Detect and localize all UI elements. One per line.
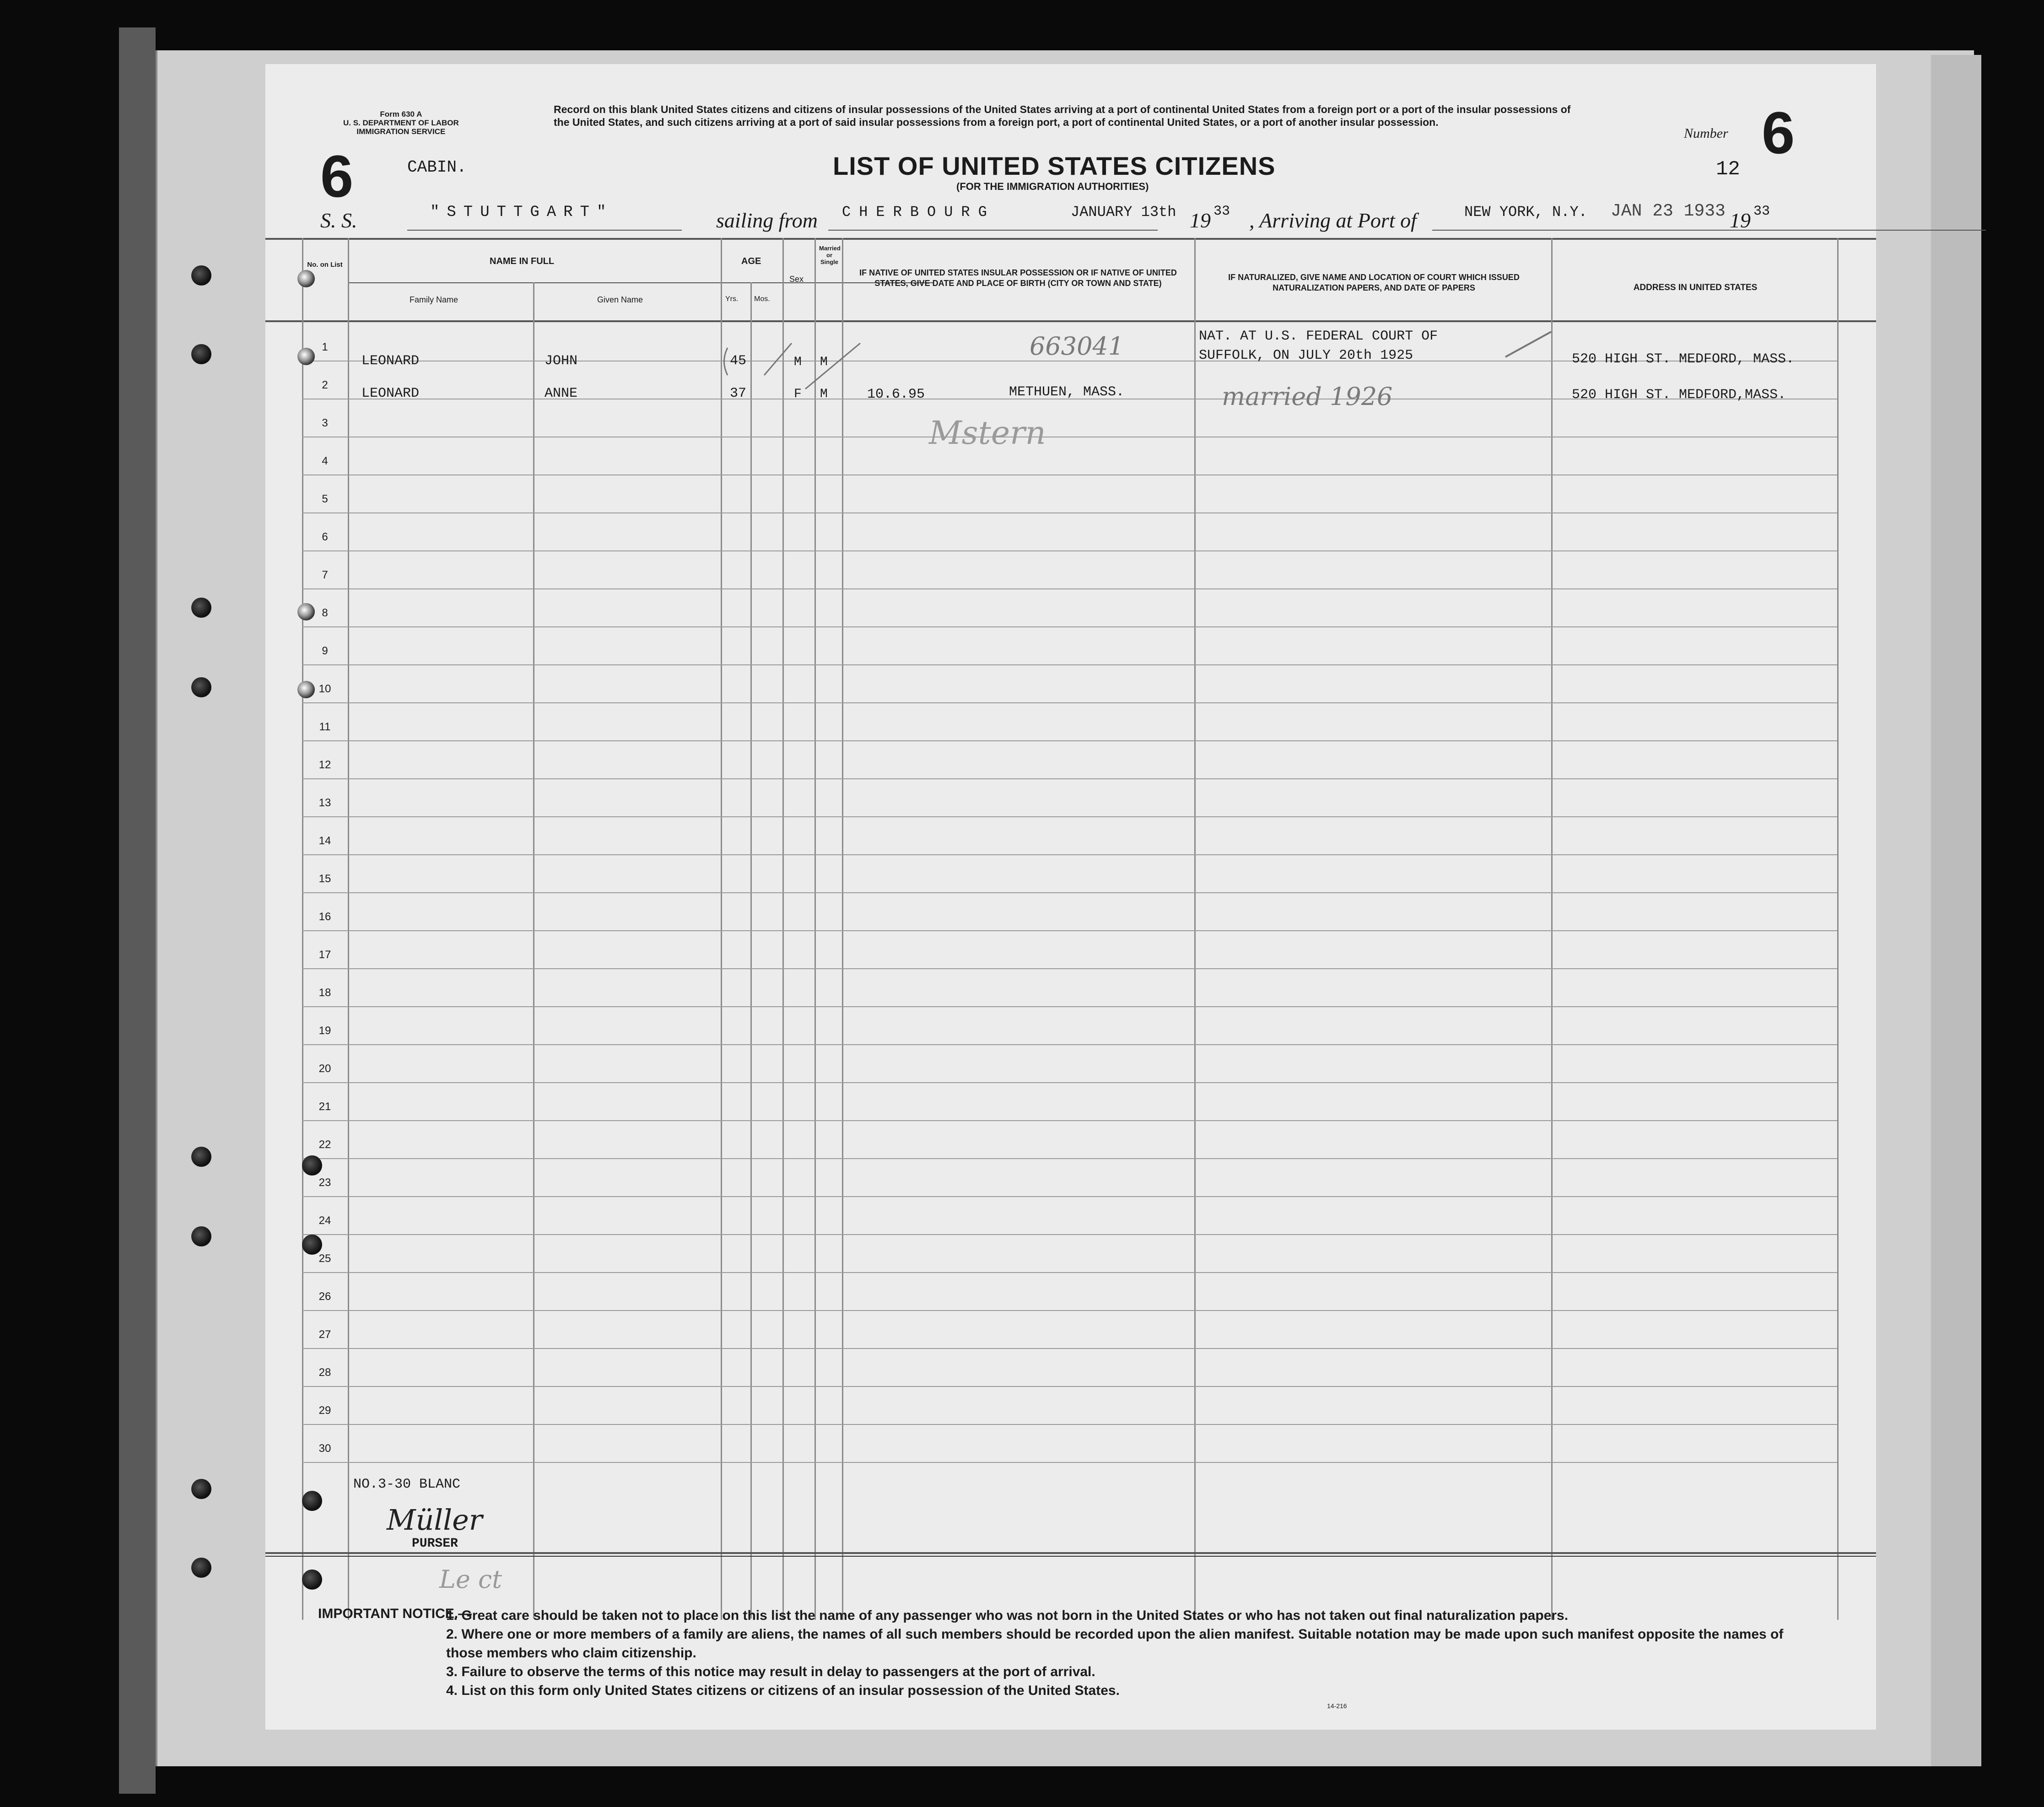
row1-given: JOHN <box>545 353 578 369</box>
binding-hole <box>191 344 211 364</box>
row1-sex: M <box>794 355 802 369</box>
punch-hole <box>297 603 315 620</box>
manifest-table <box>265 64 1876 1730</box>
row-number: 23 <box>318 1176 331 1189</box>
check-marks <box>723 334 906 426</box>
row-number: 3 <box>322 417 328 429</box>
service-name: IMMIGRATION SERVICE <box>356 127 446 136</box>
sailing-date: JANUARY 13th <box>1071 204 1176 221</box>
row-number: 16 <box>318 911 331 923</box>
right-edge-sheet <box>1931 55 1981 1766</box>
row1-family: LEONARD <box>361 353 420 369</box>
row1-years: 45 <box>730 353 747 369</box>
form-number: Form 630 A <box>380 110 422 119</box>
row2-address: 520 HIGH ST. MEDFORD,MASS. <box>1572 387 1786 403</box>
department-name: U. S. DEPARTMENT OF LABOR <box>343 119 459 127</box>
row1-marital: M <box>820 355 828 369</box>
header-years: Yrs. <box>725 295 739 303</box>
row-number: 18 <box>318 987 331 999</box>
row-rule <box>302 816 1837 817</box>
row-number: 15 <box>318 873 331 885</box>
row1-nat-line1: NAT. AT U.S. FEDERAL COURT OF <box>1199 329 1438 344</box>
purser-label: PURSER <box>412 1537 458 1551</box>
row-rule <box>302 1082 1837 1083</box>
purser-initials: Le ct <box>439 1565 502 1594</box>
nat-check-mark <box>1501 325 1556 361</box>
punch-hole <box>297 348 315 365</box>
row-rule <box>302 664 1837 665</box>
binding-hole <box>191 1147 211 1167</box>
notice-item-3: 3. Failure to observe the terms of this notice may result in delay to passengers at the port of arrival. <box>446 1664 1095 1679</box>
number-value: 6 <box>1762 99 1795 166</box>
row-number: 25 <box>318 1252 331 1265</box>
year-prefix-2: 19 <box>1730 209 1751 232</box>
binding-hole <box>191 1226 211 1246</box>
ss-label: S. S. <box>320 209 357 232</box>
row-rule <box>302 854 1837 855</box>
row1-nat-line2: SUFFOLK, ON JULY 20th 1925 <box>1199 348 1413 363</box>
header-given-name: Given Name <box>597 295 643 304</box>
sheet-mark: 6 <box>320 143 354 210</box>
row-rule <box>302 702 1837 703</box>
row-number: 17 <box>318 949 331 961</box>
notice-item-4: 4. List on this form only United States citizens or citizens of an insular possession of the United States. <box>446 1683 1120 1698</box>
class-label: CABIN. <box>407 158 467 177</box>
header-no: No. on List <box>307 261 343 269</box>
row-number: 9 <box>322 645 328 657</box>
row-number: 6 <box>322 531 328 543</box>
row2-marital: M <box>820 387 828 401</box>
row2-sex: F <box>794 387 802 401</box>
row-rule <box>302 1386 1837 1387</box>
row2-years: 37 <box>730 386 747 401</box>
row-number: 22 <box>318 1138 331 1151</box>
instructions-text: Record on this blank United States citizens and citizens of insular possessions of the United States arriving at a port of continental United States from a foreign port or a port of the insular possessions of the United States, and such citizens arriving at a port of said insular possessions from a foreign port, a port of continental United States, or a port of another insular possession. <box>554 103 1571 128</box>
row-number: 26 <box>318 1290 331 1303</box>
row-rule <box>302 892 1837 893</box>
row-rule <box>302 588 1837 589</box>
purser-signature: Müller <box>387 1503 483 1537</box>
row-rule <box>302 1006 1837 1007</box>
punch-hole <box>302 1491 322 1511</box>
list-number: 12 <box>1716 158 1740 181</box>
row2-birth-date: 10.6.95 <box>867 387 925 402</box>
departure-port: CHERBOURG <box>842 204 995 221</box>
row-number: 2 <box>322 379 328 391</box>
crossed-note: Mstern <box>929 414 1046 452</box>
header-address: ADDRESS IN UNITED STATES <box>1633 283 1758 292</box>
blank-note: NO.3-30 BLANC <box>353 1477 461 1492</box>
row-number: 21 <box>318 1100 331 1113</box>
row-rule <box>302 1462 1837 1463</box>
row-rule <box>302 1120 1837 1121</box>
binding-hole <box>191 677 211 697</box>
row-rule <box>302 1310 1837 1311</box>
number-label: Number <box>1684 126 1728 141</box>
left-binding-strip <box>119 27 156 1794</box>
row-number: 13 <box>318 797 331 809</box>
row-rule <box>302 1272 1837 1273</box>
header-sex: Sex <box>789 275 804 284</box>
row-rule <box>302 1348 1837 1349</box>
print-code: 14-216 <box>1327 1702 1347 1710</box>
hand-number: 663041 <box>1030 332 1124 361</box>
row-number: 19 <box>318 1025 331 1037</box>
row-rule <box>302 930 1837 931</box>
row2-given: ANNE <box>545 386 578 401</box>
row2-birth-place: METHUEN, MASS. <box>1009 384 1125 400</box>
row1-address: 520 HIGH ST. MEDFORD, MASS. <box>1572 351 1795 367</box>
punch-hole <box>297 681 315 698</box>
punch-hole <box>302 1235 322 1255</box>
row-number: 1 <box>322 341 328 353</box>
row-number: 12 <box>318 759 331 771</box>
punch-hole <box>302 1155 322 1176</box>
ship-name: "STUTTGART" <box>430 204 614 221</box>
row-number: 4 <box>322 455 328 467</box>
row-rule <box>302 1196 1837 1197</box>
binding-hole <box>191 1479 211 1499</box>
header-birth: IF NATIVE OF UNITED STATES INSULAR POSSESSION OR IF NATIVE OF UNITED STATES, GIVE DATE AND PLACE OF BIRTH (CITY OR TOWN AND STATE) <box>859 268 1177 288</box>
row2-family: LEONARD <box>361 386 420 401</box>
form-subtitle: (FOR THE IMMIGRATION AUTHORITIES) <box>956 181 1149 192</box>
row-rule <box>302 778 1837 779</box>
row-number: 24 <box>318 1214 331 1227</box>
row-rule <box>302 1044 1837 1045</box>
binding-hole <box>191 598 211 618</box>
header-married-single: Married or Single <box>819 245 841 265</box>
punch-hole <box>297 270 315 287</box>
manifest-page <box>265 64 1876 1730</box>
arrival-stamp: JAN 23 1933 <box>1611 201 1726 221</box>
married-note: married 1926 <box>1222 382 1393 411</box>
row-number: 8 <box>322 607 328 619</box>
sailing-year: 33 <box>1213 204 1230 219</box>
row-number: 30 <box>318 1442 331 1455</box>
row-rule <box>302 1234 1837 1235</box>
row-rule <box>302 1158 1837 1159</box>
header-naturalized: IF NATURALIZED, GIVE NAME AND LOCATION OF COURT WHICH ISSUED NATURALIZATION PAPERS, AND DATE OF PAPERS <box>1228 273 1520 292</box>
notice-list <box>446 1606 1801 1700</box>
row-rule <box>302 550 1837 551</box>
row-rule <box>302 968 1837 969</box>
row-number: 5 <box>322 493 328 505</box>
sailing-from-label: sailing from <box>716 209 818 232</box>
arrival-year: 33 <box>1753 204 1770 219</box>
notice-label: IMPORTANT NOTICE.— <box>318 1606 472 1621</box>
row-number: 7 <box>322 569 328 581</box>
row-rule <box>302 512 1837 513</box>
header-age: AGE <box>741 256 761 266</box>
header-family-name: Family Name <box>410 295 458 304</box>
header-months: Mos. <box>754 295 770 303</box>
row-number: 10 <box>318 683 331 695</box>
header-name-in-full: NAME IN FULL <box>490 256 555 266</box>
binding-hole <box>191 1558 211 1578</box>
row-rule <box>302 740 1837 741</box>
row-number: 14 <box>318 835 331 847</box>
row-number: 11 <box>319 721 331 733</box>
row-number: 29 <box>318 1404 331 1417</box>
binding-hole <box>191 265 211 286</box>
row-number: 20 <box>318 1063 331 1075</box>
row-rule <box>302 1424 1837 1425</box>
year-prefix-1: 19 <box>1190 209 1211 232</box>
arriving-label: , Arriving at Port of <box>1249 209 1417 232</box>
form-title: LIST OF UNITED STATES CITIZENS <box>833 151 1276 180</box>
notice-item-1: 1. Great care should be taken not to place on this list the name of any passenger who was not born in the United States or who has not taken out final naturalization papers. <box>446 1608 1569 1623</box>
row-number: 27 <box>318 1328 331 1341</box>
punch-hole <box>302 1570 322 1590</box>
row-number: 28 <box>318 1366 331 1379</box>
notice-item-2: 2. Where one or more members of a family are aliens, the names of all such members should be recorded upon the alien manifest. Suitable notation may be made upon such manifest opposite the names of those members who claim citizenship. <box>446 1627 1784 1661</box>
arrival-port: NEW YORK, N.Y. <box>1464 204 1587 221</box>
row-rule <box>302 626 1837 627</box>
